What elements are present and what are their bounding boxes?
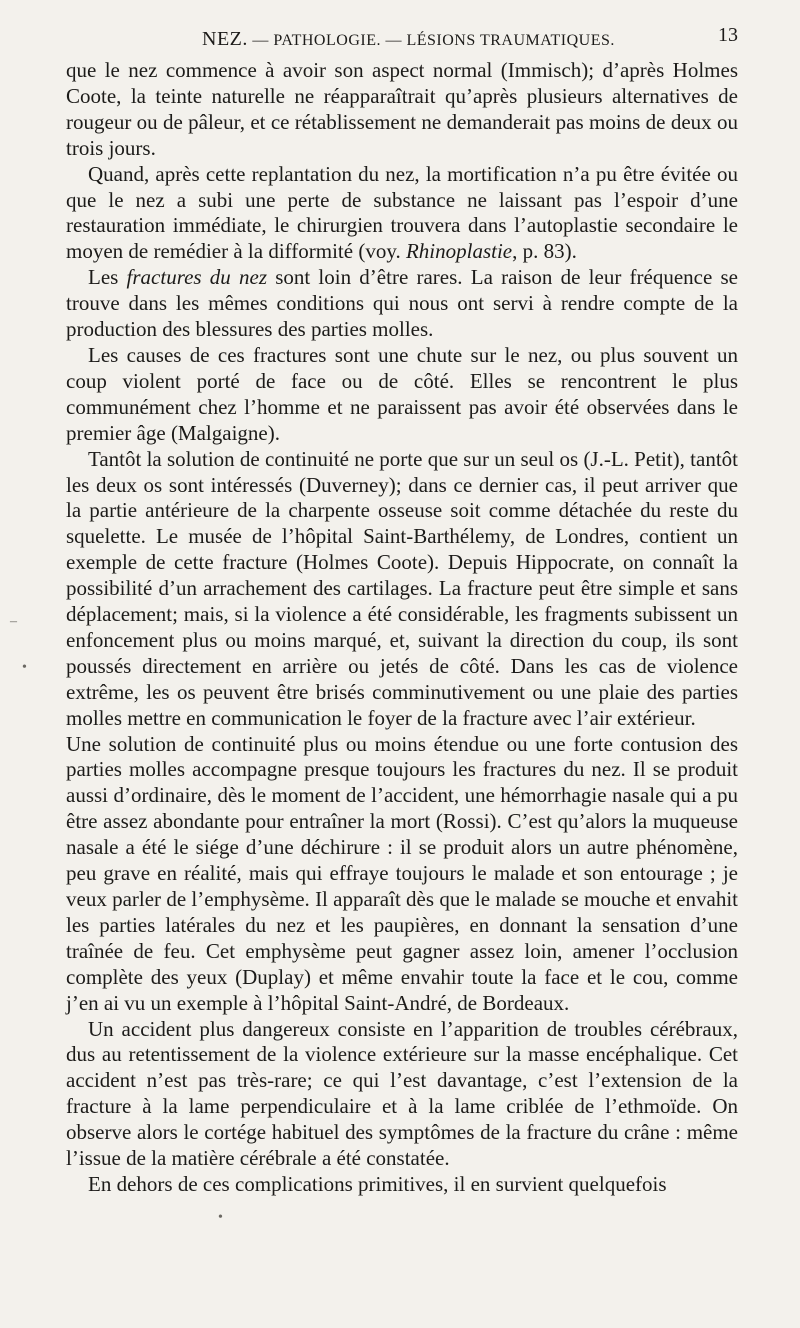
header-title-rest: — PATHOLOGIE. — LÉSIONS TRAUMATIQUES. (252, 32, 615, 49)
paragraph: Les fractures du nez sont loin d’être rares. La raison de leur fréquence se trouve dans les mêmes conditions qui nous ont servi à rendre compte de la production des blessures des parties molles. (66, 265, 738, 342)
body-text (66, 58, 738, 1198)
paragraph: Quand, après cette replantation du nez, la mortification n’a pu être évitée ou que le nez a subi une perte de substance ne laissant pas l’espoir d’une restauration immédiate, le chirurgien trouvera dans l’autoplastie secondaire le moyen de remédier à la difformité (voy. Rhinoplastie, p. 83). (66, 161, 738, 264)
paragraph: En dehors de ces complications primitives, il en survient quelquefois (88, 1171, 667, 1196)
margin-mark: – (10, 614, 17, 629)
margin-mark: • (22, 660, 27, 675)
header-title-main: NEZ. (202, 28, 248, 50)
paragraph: Les causes de ces fractures sont une chute sur le nez, ou plus souvent un coup violent porté de face ou de côté. Elles se rencontrent le plus communément chez l’homme et ne paraissent pas avoir été observées dans le premier âge (Malgaigne). (66, 342, 738, 445)
paragraph: Tantôt la solution de continuité ne porte que sur un seul os (J.-L. Petit), tantôt les deux os sont intéressés (Duverney); dans ce dernier cas, il peut arriver que la partie antérieure de la charpente osseuse soit comme détachée du reste du squelette. Le musée de l’hôpital Saint-Barthélemy, de Londres, contient un exemple de cette fracture (Holmes Coote). Depuis Hippocrate, on connaît la possibilité d’un arrachement des cartilages. La fracture peut être simple et sans déplacement; mais, si la violence a été considérable, les fragments subissent un enfoncement plus ou moins marqué, et, suivant la direction du coup, ils sont poussés directement en arrière ou jetés de côté. Dans les cas de violence extrême, les os peuvent être brisés comminutivement ou une plaie des parties molles mettre en communication le foyer de la fracture avec l’air extérieur. (66, 446, 738, 730)
emphasis: fractures du nez (126, 265, 267, 290)
page-number: 13 (718, 24, 738, 46)
paragraph: Un accident plus dangereux consiste en l’apparition de troubles cérébraux, dus au retentissement de la violence extérieure sur la masse encéphalique. Cet accident n’est pas très-rare; ce qui l’est davantage, c’est l’extension de la fracture à la lame perpendiculaire et à la lame criblée de l’ethmoïde. On observe alors le cortége habituel des symptômes de la fracture du crâne : même l’issue de la matière cérébrale a été constatée. (66, 1016, 738, 1171)
paragraph: que le nez commence à avoir son aspect normal (Immisch); d’après Holmes Coote, la teinte naturelle ne réapparaîtrait qu’après plusieurs alternatives de rougeur ou de pâleur, et ce rétablissement ne demanderait pas moins de deux ou trois jours. (66, 58, 738, 160)
emphasis: Rhinoplastie (405, 239, 513, 264)
header-title (202, 28, 615, 51)
running-header (66, 24, 738, 52)
paragraph: Une solution de continuité plus ou moins étendue ou une forte contusion des parties molles accompagne presque toujours les fractures du nez. Il se produit aussi d’ordinaire, dès le moment de l’accident, une hémorrhagie nasale qui a pu être assez abondante pour entraîner la mort (Rossi). C’est qu’alors la muqueuse nasale a été le siége d’une déchirure : il se produit alors un autre phénomène, peu grave en réalité, mais qui effraye toujours le malade et son entourage ; je veux parler de l’emphysème. Il apparaît dès que le malade se mouche et envahit les parties latérales du nez et les paupières, en donnant la sensation d’une traînée de feu. Cet emphysème peut gagner assez loin, amener l’occlusion complète des yeux (Duplay) et même envahir toute la face et le cou, comme j’en ai vu un exemple à l’hôpital Saint-André, de Bordeaux. (66, 731, 738, 1015)
margin-mark: • (218, 1210, 223, 1225)
